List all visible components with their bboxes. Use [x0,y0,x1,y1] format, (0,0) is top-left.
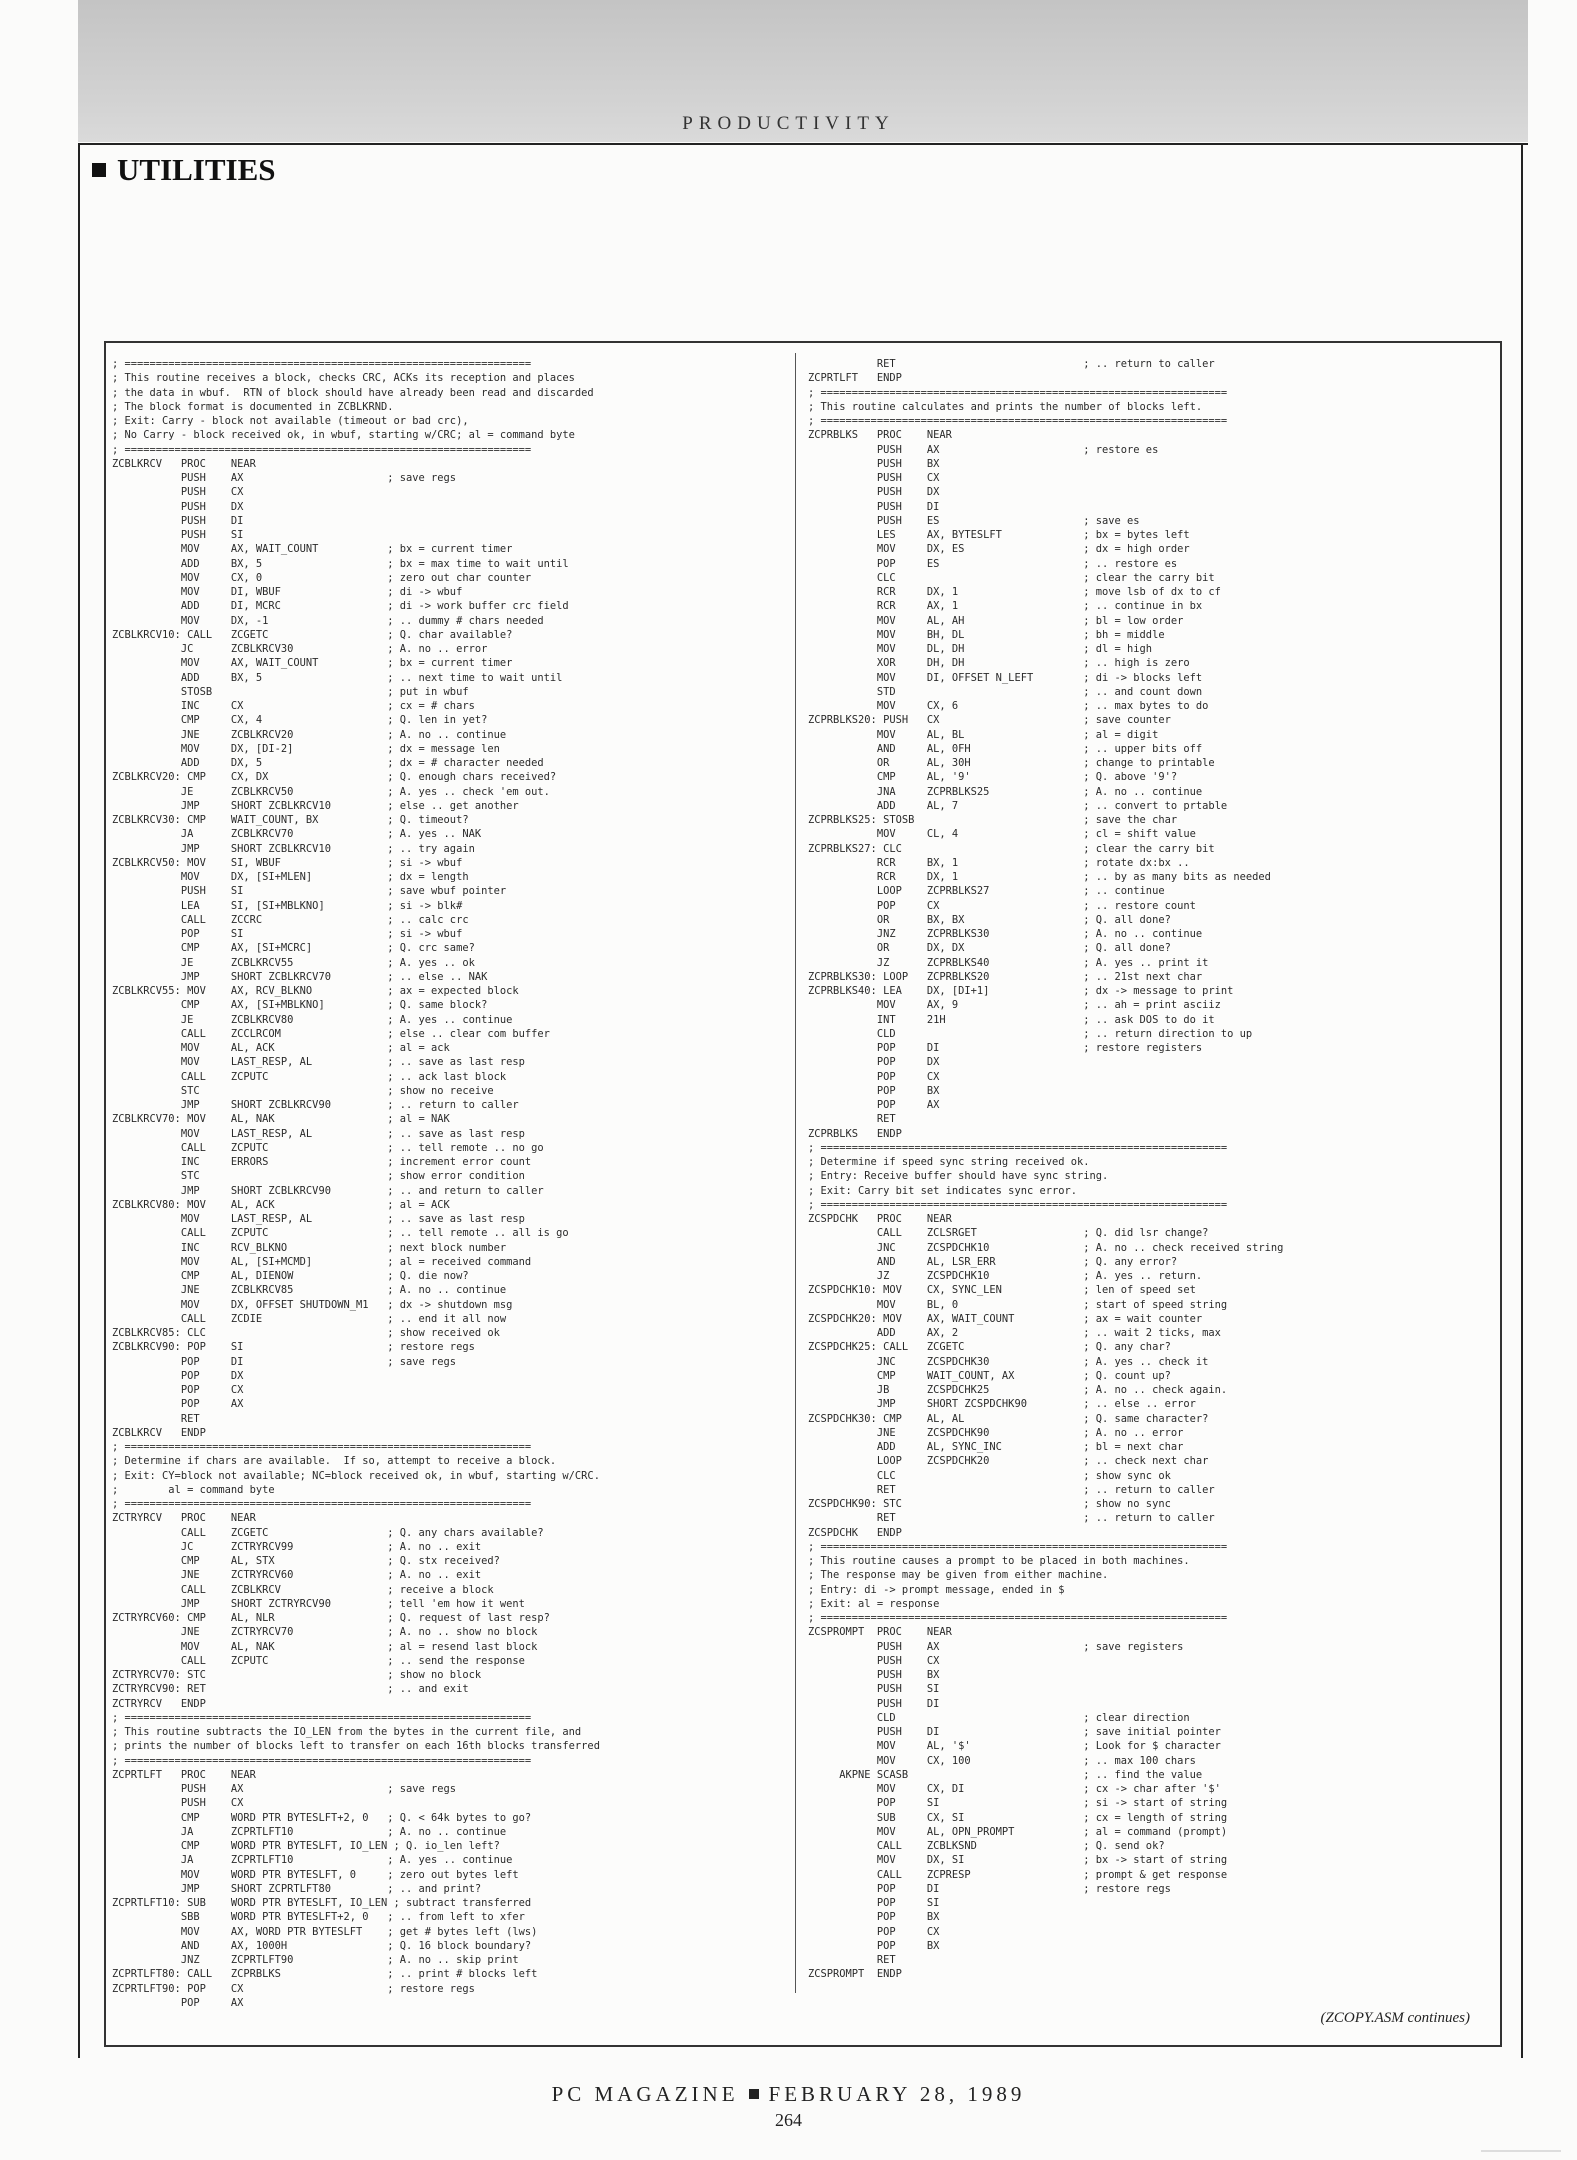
code-line: ; ================================================================= [808,1612,1228,1624]
page-heading [92,152,276,188]
code-line: ; This routine causes a prompt to be placed in both machines. [808,1555,1190,1567]
code-line: MOV CX, DI ; cx -> char after '$' [808,1783,1221,1795]
code-line: CLC ; show sync ok [808,1469,1171,1482]
code-line: OR DX, DX ; Q. all done? [808,942,1171,955]
code-line: PUSH DI [112,514,244,527]
code-line: MOV AL, OPN_PROMPT ; al = command (prompt) [808,1825,1228,1838]
code-line: JNZ ZCPRBLKS30 ; A. no .. continue [808,928,1203,940]
code-line: MOV CX, 6 ; .. max bytes to do [808,700,1209,712]
code-line: PUSH SI [112,529,244,541]
code-line: RCR AX, 1 ; .. continue in bx [808,600,1203,613]
code-line: CMP CX, 4 ; Q. len in yet? [112,714,488,727]
code-line: PUSH BX [808,457,940,470]
code-line: POP AX [808,1099,940,1111]
code-line: STC ; show error condition [112,1170,525,1183]
code-line: MOV DX, ES ; dx = high order [808,543,1190,556]
code-line: MOV DL, DH ; dl = high [808,643,1153,655]
code-line: ADD AL, SYNC_INC ; bl = next char [808,1441,1184,1453]
code-line: CLC ; clear the carry bit [808,571,1215,584]
code-line: PUSH DX [112,500,244,513]
code-line: CALL ZCPRESP ; prompt & get response [808,1868,1228,1881]
code-line: PUSH AX ; save regs [112,472,457,484]
code-line: ZCSPDCHK25: CALL ZCGETC ; Q. any char? [808,1341,1171,1354]
code-line: ; ================================================================= [808,386,1228,399]
code-line: STD ; .. and count down [808,685,1203,698]
code-line: ZCBLKRCV55: MOV AX, RCV_BLKNO ; ax = expected block [112,985,519,997]
code-line: JNE ZCTRYRCV70 ; A. no .. show no block [112,1626,538,1639]
code-line: POP SI ; si -> start of string [808,1797,1228,1810]
code-line: MOV DX, SI ; bx -> start of string [808,1854,1228,1867]
code-line: ZCPRTLFT80: CALL ZCPRBLKS ; .. print # blocks left [112,1968,538,1981]
code-line: MOV CL, 4 ; cl = shift value [808,828,1196,841]
code-line: CALL ZCPUTC ; .. tell remote .. no go [112,1141,544,1154]
code-line: ; ================================================================= [112,1754,532,1767]
code-line: POP CX [808,1925,940,1938]
code-line: LES AX, BYTESLFT ; bx = bytes left [808,529,1190,541]
code-line: ZCPRBLKS ENDP [808,1127,902,1140]
code-line: ; ================================================================= [112,1711,532,1724]
code-line: ZCPRTLFT PROC NEAR [112,1768,256,1781]
code-line: ADD AX, 2 ; .. wait 2 ticks, max [808,1327,1221,1339]
code-line: PUSH DI [808,1697,940,1710]
code-line: POP BX [808,1084,940,1097]
code-line: ZCSPDCHK90: STC ; show no sync [808,1498,1171,1510]
code-line: INC RCV_BLKNO ; next block number [112,1241,507,1254]
code-line: JB ZCSPDCHK25 ; A. no .. check again. [808,1384,1228,1396]
column-divider [795,353,796,1993]
code-line: CMP AX, [SI+MCRC] ; Q. crc same? [112,942,475,955]
code-line: POP DI ; restore regs [808,1882,1171,1895]
code-line: ZCSPDCHK ENDP [808,1526,902,1539]
code-line: ADD DI, MCRC ; di -> work buffer crc field [112,600,569,613]
code-line: JMP SHORT ZCBLKRCV10 ; else .. get another [112,799,519,812]
code-line: MOV AL, NAK ; al = resend last block [112,1640,538,1653]
code-line: SBB WORD PTR BYTESLFT+2, 0 ; .. from left to xfer [112,1911,525,1924]
code-line: RET ; .. return to caller [808,358,1215,370]
code-line: ; Exit: CY=block not available; NC=block received ok, in wbuf, starting w/CRC. [112,1469,600,1482]
code-line: ; Exit: al = response [808,1597,940,1610]
right-margin-rule [1521,143,1523,2058]
code-line: CALL ZCPUTC ; .. send the response [112,1654,525,1667]
code-line: ADD BX, 5 ; bx = max time to wait until [112,557,569,570]
code-line: JC ZCTRYRCV99 ; A. no .. exit [112,1540,482,1553]
code-line: MOV AL, [SI+MCMD] ; al = received command [112,1255,532,1268]
code-line: ; Entry: Receive buffer should have sync string. [808,1170,1109,1183]
code-line: ZCSPDCHK PROC NEAR [808,1213,952,1225]
code-line: ZCTRYRCV60: CMP AL, NLR ; Q. request of last resp? [112,1612,550,1624]
page-number: 264 [775,2110,802,2130]
footer-bullet-icon [749,2089,759,2099]
code-line: INC ERRORS ; increment error count [112,1156,532,1168]
code-line: MOV WORD PTR BYTESLFT, 0 ; zero out bytes left [112,1868,519,1881]
code-line: PUSH DI ; save initial pointer [808,1726,1221,1738]
code-line: POP CX [808,1070,940,1083]
code-column-left [112,357,788,2010]
issue-date: FEBRUARY 28, 1989 [768,2082,1026,2106]
code-line: ; ================================================================= [112,358,532,370]
code-line: CMP AX, [SI+MBLKNO] ; Q. same block? [112,999,488,1012]
code-line: ZCPRBLKS30: LOOP ZCPRBLKS20 ; .. 21st next char [808,970,1203,983]
code-line: MOV AX, WAIT_COUNT ; bx = current timer [112,657,513,670]
code-line: PUSH ES ; save es [808,514,1140,527]
code-line: MOV AL, BL ; al = digit [808,728,1159,741]
code-line: JNC ZCSPDCHK30 ; A. yes .. check it [808,1355,1209,1368]
code-line: ; Determine if speed sync string received ok. [808,1156,1090,1168]
header-rule [78,143,1528,145]
code-line: ; Exit: Carry - block not available (timeout or bad crc), [112,415,469,427]
code-line: RCR DX, 1 ; .. by as many bits as needed [808,871,1271,883]
code-line: INT 21H ; .. ask DOS to do it [808,1013,1215,1026]
code-line: MOV AL, ACK ; al = ack [112,1042,450,1054]
code-line: CMP WAIT_COUNT, AX ; Q. count up? [808,1369,1171,1382]
code-line: MOV DX, [SI+MLEN] ; dx = length [112,871,469,883]
code-line: CALL ZCBLKRCV ; receive a block [112,1583,494,1596]
code-line: MOV DX, [DI-2] ; dx = message len [112,742,500,755]
code-line: ZCTRYRCV ENDP [112,1697,206,1710]
code-line: JZ ZCSPDCHK10 ; A. yes .. return. [808,1270,1203,1282]
code-line: MOV AX, WORD PTR BYTESLFT ; get # bytes left (lws) [112,1925,538,1938]
code-line: ZCBLKRCV85: CLC ; show received ok [112,1327,500,1339]
code-line: LOOP ZCPRBLKS27 ; .. continue [808,885,1165,898]
code-line: PUSH DI [808,500,940,513]
code-line: JNZ ZCPRTLFT90 ; A. no .. skip print [112,1954,519,1966]
code-line: JNE ZCBLKRCV85 ; A. no .. continue [112,1284,507,1297]
code-line: MOV LAST_RESP, AL ; .. save as last resp [112,1213,525,1225]
code-line: CLD ; clear direction [808,1711,1190,1724]
code-line: ZCPRTLFT90: POP CX ; restore regs [112,1982,475,1995]
code-line: JMP SHORT ZCBLKRCV90 ; .. return to caller [112,1099,519,1111]
code-line: PUSH BX [808,1669,940,1681]
code-line: ZCBLKRCV50: MOV SI, WBUF ; si -> wbuf [112,856,463,869]
code-line: JNE ZCTRYRCV60 ; A. no .. exit [112,1569,482,1582]
code-line: PUSH SI [808,1683,940,1696]
code-line: ; ================================================================= [808,1141,1228,1154]
code-line: ZCBLKRCV PROC NEAR [112,457,256,470]
code-line: MOV CX, 100 ; .. max 100 chars [808,1754,1196,1767]
code-column-right [808,357,1498,1982]
code-line: ; No Carry - block received ok, in wbuf, starting w/CRC; al = command byte [112,429,575,442]
code-line: MOV LAST_RESP, AL ; .. save as last resp [112,1056,525,1069]
code-line: ; prints the number of blocks left to transfer on each 16th blocks transferred [112,1740,600,1753]
code-line: XOR DH, DH ; .. high is zero [808,657,1190,670]
code-line: POP DX [808,1056,940,1069]
code-line: POP SI [808,1897,940,1909]
code-line: JE ZCBLKRCV55 ; A. yes .. ok [112,956,475,969]
code-line: JMP SHORT ZCPRTLFT80 ; .. and print? [112,1882,482,1895]
code-line: CALL ZCPUTC ; .. tell remote .. all is go [112,1227,569,1240]
code-line: POP AX [112,1996,244,2009]
code-line: ; ================================================================= [112,1498,532,1510]
code-line: PUSH AX ; save registers [808,1640,1184,1653]
code-line: ZCSPDCHK10: MOV CX, SYNC_LEN ; len of speed set [808,1284,1196,1297]
code-line: AND AX, 1000H ; Q. 16 block boundary? [112,1939,532,1952]
code-line: RCR BX, 1 ; rotate dx:bx .. [808,856,1190,869]
code-line: ZCPRBLKS25: STOSB ; save the char [808,814,1178,826]
code-line: AND AL, 0FH ; .. upper bits off [808,742,1203,755]
code-line: PUSH CX [112,486,244,499]
code-line: JMP SHORT ZCSPDCHK90 ; .. else .. error [808,1398,1196,1411]
bullet-square-icon [92,163,106,177]
code-line: ; The response may be given from either machine. [808,1569,1109,1582]
code-line: MOV AL, '$' ; Look for $ character [808,1740,1221,1753]
code-line: ZCPRBLKS PROC NEAR [808,429,952,442]
code-line: CALL ZCPUTC ; .. ack last block [112,1070,507,1083]
continues-note: (ZCOPY.ASM continues) [1320,2010,1470,2026]
code-line: RET [808,1113,896,1126]
code-line: POP CX ; .. restore count [808,899,1196,912]
code-line: POP DI ; save regs [112,1355,457,1368]
code-line: ZCPRTLFT10: SUB WORD PTR BYTESLFT, IO_LEN ; subtract transferred [112,1897,532,1909]
code-line: POP BX [808,1939,940,1952]
code-line: ADD BX, 5 ; .. next time to wait until [112,671,563,684]
code-line: CALL ZCCLRCOM ; else .. clear com buffer [112,1027,550,1040]
code-line: JMP SHORT ZCBLKRCV70 ; .. else .. NAK [112,970,488,983]
code-line: JA ZCPRTLFT10 ; A. no .. continue [112,1825,507,1838]
code-line: ; ================================================================= [808,1198,1228,1211]
code-line: ZCBLKRCV20: CMP CX, DX ; Q. enough chars received? [112,771,557,784]
code-line: ; Entry: di -> prompt message, ended in $ [808,1583,1065,1596]
code-line: PUSH CX [112,1797,244,1810]
code-line: ; al = command byte [112,1483,275,1496]
code-line: AKPNE SCASB ; .. find the value [808,1768,1203,1781]
code-line: ZCPRBLKS40: LEA DX, [DI+1] ; dx -> message to print [808,985,1234,997]
heading-text: UTILITIES [117,152,276,187]
code-line: PUSH DX [808,486,940,499]
code-line: MOV AX, WAIT_COUNT ; bx = current timer [112,543,513,556]
code-line: MOV DX, -1 ; .. dummy # chars needed [112,614,544,627]
code-line: ZCTRYRCV70: STC ; show no block [112,1669,482,1681]
code-line: CMP WORD PTR BYTESLFT, IO_LEN ; Q. io_len left? [112,1840,500,1852]
code-line: JNA ZCPRBLKS25 ; A. no .. continue [808,785,1203,798]
code-line: JNC ZCSPDCHK10 ; A. no .. check received string [808,1241,1284,1254]
code-line: CALL ZCCRC ; .. calc crc [112,913,469,926]
code-line: ; the data in wbuf. RTN of block should have already been read and discarded [112,386,594,399]
code-line: ; This routine subtracts the IO_LEN from the bytes in the current file, and [112,1726,582,1738]
code-line: ; ================================================================= [112,1441,532,1453]
code-line: POP ES ; .. restore es [808,557,1178,570]
code-line: CMP AL, DIENOW ; Q. die now? [112,1270,469,1282]
code-line: ; ================================================================= [808,1540,1228,1553]
code-line: PUSH CX [808,472,940,484]
code-line: JNE ZCBLKRCV20 ; A. no .. continue [112,728,507,741]
code-line: ZCSPROMPT PROC NEAR [808,1626,952,1639]
code-line: POP CX [112,1384,244,1396]
code-line: CLD ; .. return direction to up [808,1027,1253,1040]
magazine-name: PC MAGAZINE [551,2082,739,2106]
code-line: CMP AL, '9' ; Q. above '9'? [808,771,1178,784]
code-line: ZCSPDCHK20: MOV AX, WAIT_COUNT ; ax = wait counter [808,1312,1203,1325]
code-line: JC ZCBLKRCV30 ; A. no .. error [112,643,488,655]
code-line: MOV AL, AH ; bl = low order [808,614,1184,627]
code-line: PUSH AX ; restore es [808,443,1159,456]
code-line: LEA SI, [SI+MBLKNO] ; si -> blk# [112,899,463,912]
code-listing [104,341,1502,2047]
code-line: CALL ZCBLKSND ; Q. send ok? [808,1840,1165,1852]
code-line: ZCBLKRCV70: MOV AL, NAK ; al = NAK [112,1113,450,1126]
code-line: POP DI ; restore registers [808,1042,1203,1054]
code-line: MOV BL, 0 ; start of speed string [808,1298,1228,1311]
code-line: CALL ZCGETC ; Q. any chars available? [112,1526,544,1539]
code-line: ZCSPDCHK30: CMP AL, AL ; Q. same character? [808,1412,1209,1425]
code-line: ZCBLKRCV ENDP [112,1426,206,1439]
code-line: ZCSPROMPT ENDP [808,1968,902,1981]
code-line: LOOP ZCSPDCHK20 ; .. check next char [808,1455,1209,1468]
code-line: MOV AX, 9 ; .. ah = print asciiz [808,999,1221,1012]
code-line: PUSH SI ; save wbuf pointer [112,885,507,898]
code-line: ADD DX, 5 ; dx = # character needed [112,757,544,769]
code-line: INC CX ; cx = # chars [112,700,475,712]
code-line: JMP SHORT ZCTRYRCV90 ; tell 'em how it went [112,1597,525,1610]
code-line: ZCPRTLFT ENDP [808,372,902,385]
code-line: PUSH CX [808,1654,940,1667]
code-line: SUB CX, SI ; cx = length of string [808,1811,1228,1824]
code-line: ; ================================================================= [112,443,532,456]
code-line: MOV DI, WBUF ; di -> wbuf [112,586,463,598]
code-line: RET [808,1954,896,1966]
code-line: ; This routine receives a block, checks CRC, ACKs its reception and places [112,372,575,385]
code-line: POP SI ; si -> wbuf [112,928,463,940]
code-line: CALL ZCLSRGET ; Q. did lsr change? [808,1227,1209,1240]
code-line: OR BX, BX ; Q. all done? [808,913,1171,926]
code-line: MOV BH, DL ; bh = middle [808,628,1165,641]
code-line: ADD AL, 7 ; .. convert to prtable [808,799,1228,812]
code-line: JE ZCBLKRCV80 ; A. yes .. continue [112,1013,513,1026]
left-margin-rule [78,143,80,2058]
code-line: ; The block format is documented in ZCBLKRND. [112,400,394,413]
code-line: PUSH AX ; save regs [112,1783,457,1795]
section-title: PRODUCTIVITY [682,113,895,134]
code-line: RET [112,1412,200,1425]
code-line: JA ZCBLKRCV70 ; A. yes .. NAK [112,828,482,841]
code-line: ZCPRBLKS20: PUSH CX ; save counter [808,714,1171,727]
code-line: MOV DX, OFFSET SHUTDOWN_M1 ; dx -> shutdown msg [112,1298,513,1311]
code-line: POP DX [112,1369,244,1382]
code-line: ZCPRBLKS27: CLC ; clear the carry bit [808,842,1215,855]
code-line: ; ================================================================= [808,415,1228,427]
code-line: ZCBLKRCV30: CMP WAIT_COUNT, BX ; Q. timeout? [112,814,469,826]
code-line: ZCTRYRCV90: RET ; .. and exit [112,1683,469,1696]
code-line: STOSB ; put in wbuf [112,685,469,698]
code-line: OR AL, 30H ; change to printable [808,757,1215,769]
code-line: RET ; .. return to caller [808,1483,1215,1496]
code-line: MOV LAST_RESP, AL ; .. save as last resp [112,1127,525,1140]
code-line: MOV CX, 0 ; zero out char counter [112,571,532,584]
code-line: CMP WORD PTR BYTESLFT+2, 0 ; Q. < 64k bytes to go? [112,1811,532,1824]
code-line: CMP AL, STX ; Q. stx received? [112,1555,500,1567]
code-line: CALL ZCDIE ; .. end it all now [112,1312,507,1325]
code-line: MOV DI, OFFSET N_LEFT ; di -> blocks left [808,671,1203,684]
code-line: JMP SHORT ZCBLKRCV90 ; .. and return to caller [112,1184,544,1197]
code-line: RET ; .. return to caller [808,1512,1215,1525]
page-footer [0,2082,1577,2107]
code-line: RCR DX, 1 ; move lsb of dx to cf [808,586,1221,598]
code-line: ZCTRYRCV PROC NEAR [112,1512,256,1525]
code-line: ZCBLKRCV80: MOV AL, ACK ; al = ACK [112,1198,450,1211]
code-line: POP BX [808,1911,940,1924]
code-line: ; This routine calculates and prints the number of blocks left. [808,400,1203,413]
code-line: JZ ZCPRBLKS40 ; A. yes .. print it [808,956,1209,969]
code-line: JE ZCBLKRCV50 ; A. yes .. check 'em out. [112,785,550,798]
code-line: POP AX [112,1398,244,1411]
code-line: ; Determine if chars are available. If so, attempt to receive a block. [112,1455,557,1468]
code-line: ; Exit: Carry bit set indicates sync error. [808,1184,1077,1197]
code-line: JA ZCPRTLFT10 ; A. yes .. continue [112,1854,513,1867]
scan-artifact [1481,2150,1561,2152]
code-line: AND AL, LSR_ERR ; Q. any error? [808,1255,1178,1268]
code-line: JNE ZCSPDCHK90 ; A. no .. error [808,1426,1184,1439]
code-line: ZCBLKRCV10: CALL ZCGETC ; Q. char available? [112,628,513,641]
code-line: JMP SHORT ZCBLKRCV10 ; .. try again [112,842,475,855]
code-line: STC ; show no receive [112,1084,494,1097]
code-line: ZCBLKRCV90: POP SI ; restore regs [112,1341,475,1354]
